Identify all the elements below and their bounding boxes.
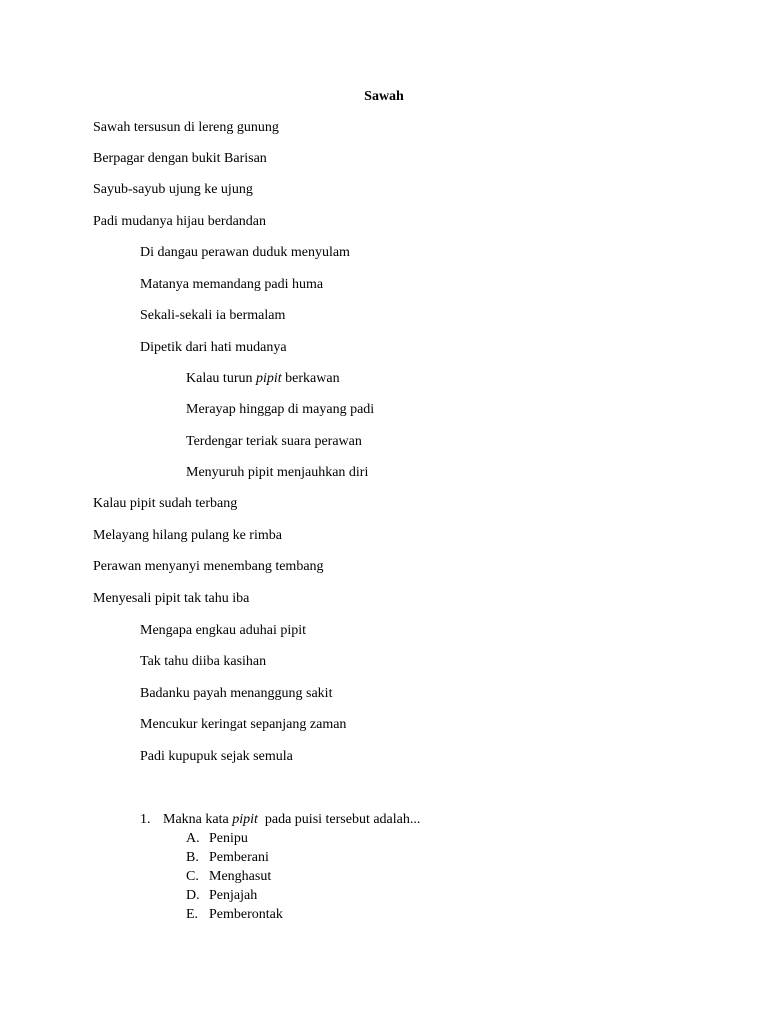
poem-line: Menyuruh pipit menjauhkan diri: [186, 465, 369, 480]
poem-line-text: Kalau turun: [186, 371, 256, 386]
poem-line: Merayap hinggap di mayang padi: [186, 402, 375, 417]
option-letter: D.: [186, 888, 200, 903]
poem-line-text: berkawan: [281, 371, 340, 386]
question-text: [163, 811, 420, 829]
poem-line: Badanku payah menanggung sakit: [140, 686, 333, 701]
poem-line: Tak tahu diiba kasihan: [140, 654, 267, 669]
question-number: 1.: [140, 812, 151, 827]
poem-line: Sekali-sekali ia bermalam: [140, 308, 286, 323]
question-text-part: pada puisi tersebut adalah...: [257, 812, 421, 827]
poem-line: Di dangau perawan duduk menyulam: [140, 245, 350, 260]
poem-line: Mengapa engkau aduhai pipit: [140, 623, 307, 638]
italic-word: pipit: [255, 371, 282, 386]
poem-line: [186, 370, 340, 388]
option-letter: B.: [186, 850, 199, 865]
question-text-part: Makna kata: [163, 812, 233, 827]
poem-line: Berpagar dengan bukit Barisan: [93, 151, 267, 166]
option-letter: C.: [186, 869, 199, 884]
poem-line: Padi kupupuk sejak semula: [140, 749, 293, 764]
poem-line: Padi mudanya hijau berdandan: [93, 214, 267, 229]
poem-line: Kalau pipit sudah terbang: [93, 496, 238, 511]
option-letter: E.: [186, 907, 199, 922]
poem-title: Sawah: [364, 89, 404, 104]
option-text: Pemberontak: [209, 907, 283, 922]
option-text: Penjajah: [209, 888, 258, 903]
poem-line: Sayub-sayub ujung ke ujung: [93, 182, 253, 197]
poem-line: Sawah tersusun di lereng gunung: [93, 120, 279, 135]
poem-line: Perawan menyanyi menembang tembang: [93, 559, 324, 574]
option-text: Pemberani: [209, 850, 269, 865]
poem-line: Melayang hilang pulang ke rimba: [93, 528, 282, 543]
italic-word: pipit: [232, 812, 258, 827]
poem-line: Dipetik dari hati mudanya: [140, 340, 287, 355]
option-text: Penipu: [209, 831, 248, 846]
poem-line: Terdengar teriak suara perawan: [186, 434, 362, 449]
poem-line: Menyesali pipit tak tahu iba: [93, 591, 250, 606]
option-letter: A.: [186, 831, 200, 846]
poem-line: Mencukur keringat sepanjang zaman: [140, 717, 347, 732]
option-text: Menghasut: [209, 869, 272, 884]
poem-line: Matanya memandang padi huma: [140, 277, 324, 292]
